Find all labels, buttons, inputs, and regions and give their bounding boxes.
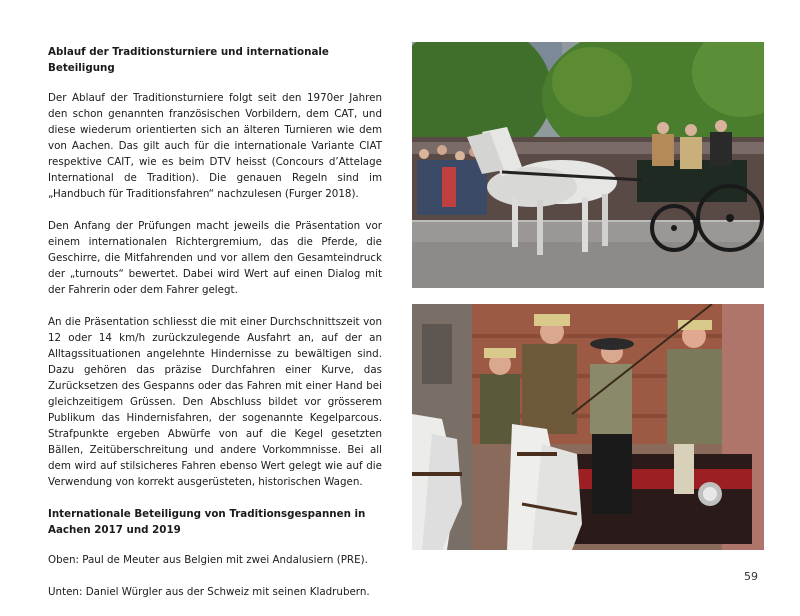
caption-top: Oben: Paul de Meuter aus Belgien mit zwei Andalusiern (PRE). [48,554,368,566]
section-heading: Ablauf der Traditionsturniere und internationale Beteiligung [48,46,329,74]
photo-top-carriage [412,42,764,288]
page-number: 59 [744,570,758,583]
text-column [48,44,382,616]
photo-bottom-carriage [412,304,764,550]
paragraph-1: Der Ablauf der Traditionsturniere folgt seit den 1970er Jahren den schon genannten französischen Vorbildern, dem CAT, und diese wiederum orientierten sich an älteren Turnieren wie dem von Aachen. Das gilt auch für die internationale Variante CIAT respektive CAIT, wie es beim DTV heisst (Concours d’Attelage International de Tradition). Die genauen Regeln sind im „Handbuch für Traditionsfahren“ nachzulesen (Furger 2018). [48,92,382,200]
caption-bottom: Unten: Daniel Würgler aus der Schweiz mit seinen Kladrubern. [48,586,370,598]
paragraph-3: An die Präsentation schliesst die mit einer Durchschnittszeit von 12 oder 14 km/h zurückzulegende Ausfahrt an, auf der an Alltagssituationen angelehnte Hindernisse zu bewältigen sind. Dazu gehören das präzise Durchfahren einer Kurve, das Zurücksetzen des Gespanns oder das Fahren mit einer Hand bei gleichzeitigem Grüssen. Den Abschluss bildet vor grösserem Publikum das Hindernisfahren, der sogenannte Kegelparcous. Strafpunkte ergeben Abwürfe von auf die Kegel gesetzten Bällen, Zeitüberschreitung und andere Vorkommnisse. Bei all dem wird auf stilsicheres Fahren ebenso Wert gelegt wie auf die Verwendung von korrekt ausgerüsteten, historischen Wagen. [48,316,382,488]
sub-heading: Internationale Beteiligung von Traditionsgespannen in Aachen 2017 und 2019 [48,508,366,536]
paragraph-2: Den Anfang der Prüfungen macht jeweils die Präsentation vor einem internationalen Richtergremium, das die Pferde, die Geschirre, die Mitfahrenden und vor allem den Gesamteindruck der „turnouts“ bewertet. Dabei wird Wert auf einen Dialog mit der Fahrerin oder dem Fahrer gelegt. [48,220,382,296]
